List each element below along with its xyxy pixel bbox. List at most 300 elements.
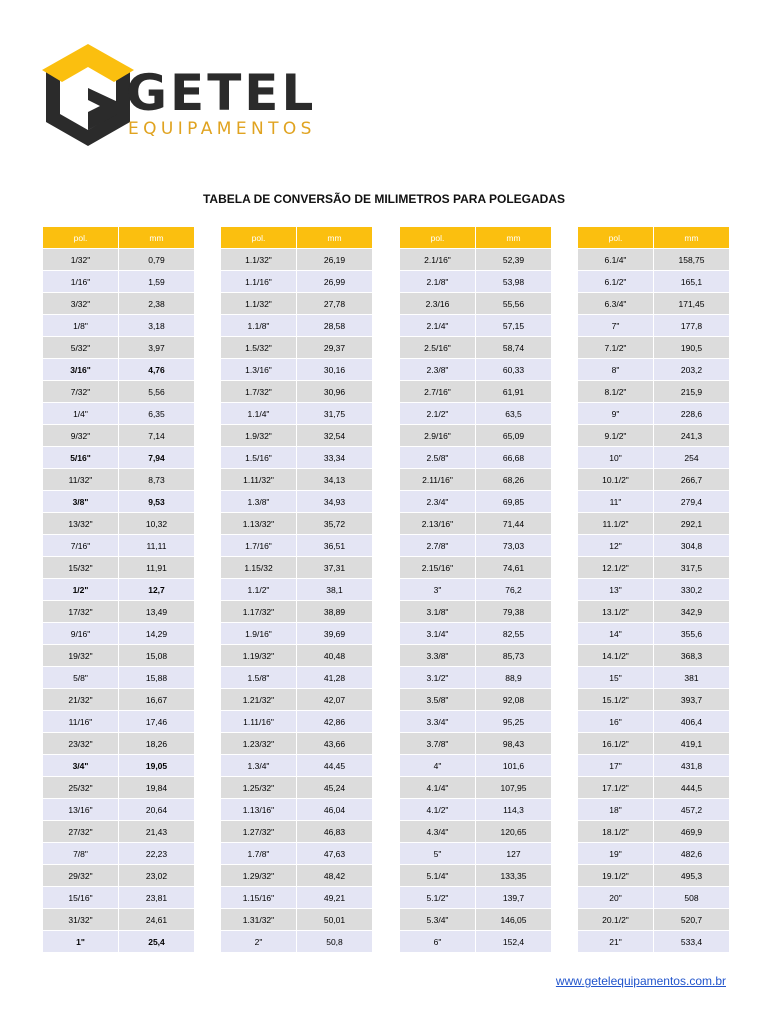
cell-pol: 6.1/4" (578, 249, 654, 271)
cell-mm: 34,93 (297, 491, 373, 513)
table-row (43, 645, 195, 667)
cell-pol: 3.7/8" (400, 733, 476, 755)
cell-pol: 1" (43, 931, 119, 953)
table-row (400, 799, 552, 821)
table-row (43, 337, 195, 359)
cell-mm: 76,2 (476, 579, 552, 601)
cell-mm: 95,25 (476, 711, 552, 733)
cell-mm: 152,4 (476, 931, 552, 953)
cell-pol: 2.7/16" (400, 381, 476, 403)
cell-pol: 1.15/32 (221, 557, 297, 579)
cell-pol: 7/16" (43, 535, 119, 557)
table-row (221, 931, 373, 953)
table-row (43, 799, 195, 821)
cell-mm: 215,9 (654, 381, 730, 403)
conversion-table-3 (399, 226, 552, 953)
cell-pol: 1.3/8" (221, 491, 297, 513)
cell-mm: 317,5 (654, 557, 730, 579)
header-mm: mm (654, 227, 730, 249)
cell-pol: 6.3/4" (578, 293, 654, 315)
table-row (578, 667, 730, 689)
cell-mm: 35,72 (297, 513, 373, 535)
cell-mm: 46,04 (297, 799, 373, 821)
cell-mm: 45,24 (297, 777, 373, 799)
table-row (578, 249, 730, 271)
cell-mm: 495,3 (654, 865, 730, 887)
cell-pol: 10.1/2" (578, 469, 654, 491)
cell-mm: 304,8 (654, 535, 730, 557)
table-row (400, 271, 552, 293)
cell-pol: 2.1/8" (400, 271, 476, 293)
table-row (221, 491, 373, 513)
cell-pol: 9" (578, 403, 654, 425)
cell-mm: 58,74 (476, 337, 552, 359)
table-row (221, 469, 373, 491)
cell-mm: 190,5 (654, 337, 730, 359)
cell-mm: 85,73 (476, 645, 552, 667)
cell-pol: 18.1/2" (578, 821, 654, 843)
table-row (221, 733, 373, 755)
table-row (221, 777, 373, 799)
cell-mm: 146,05 (476, 909, 552, 931)
cell-pol: 11/16" (43, 711, 119, 733)
cell-pol: 1/2" (43, 579, 119, 601)
table-row (221, 271, 373, 293)
table-row (221, 359, 373, 381)
table-row (43, 755, 195, 777)
table-row (43, 821, 195, 843)
cell-mm: 241,3 (654, 425, 730, 447)
cell-pol: 20.1/2" (578, 909, 654, 931)
getel-logo (42, 44, 382, 154)
cell-mm: 7,14 (119, 425, 195, 447)
cell-mm: 13,49 (119, 601, 195, 623)
brand-name: GETEL (126, 64, 317, 122)
cell-mm: 23,02 (119, 865, 195, 887)
table-row (400, 403, 552, 425)
table-row (43, 909, 195, 931)
header-mm: mm (119, 227, 195, 249)
cell-mm: 28,58 (297, 315, 373, 337)
cell-pol: 14.1/2" (578, 645, 654, 667)
cell-pol: 8" (578, 359, 654, 381)
table-row (43, 689, 195, 711)
cell-pol: 1.29/32" (221, 865, 297, 887)
table-row (221, 315, 373, 337)
cell-pol: 3.3/4" (400, 711, 476, 733)
hexagon-g-icon (42, 44, 134, 148)
cell-mm: 33,34 (297, 447, 373, 469)
cell-pol: 1.11/16" (221, 711, 297, 733)
cell-pol: 19.1/2" (578, 865, 654, 887)
cell-mm: 27,78 (297, 293, 373, 315)
table-row (578, 293, 730, 315)
table-row (400, 359, 552, 381)
cell-mm: 457,2 (654, 799, 730, 821)
table-row (221, 579, 373, 601)
cell-mm: 114,3 (476, 799, 552, 821)
table-row (578, 403, 730, 425)
table-row (578, 601, 730, 623)
cell-mm: 254 (654, 447, 730, 469)
cell-mm: 20,64 (119, 799, 195, 821)
cell-mm: 73,03 (476, 535, 552, 557)
cell-mm: 17,46 (119, 711, 195, 733)
table-row (578, 799, 730, 821)
cell-pol: 7.1/2" (578, 337, 654, 359)
table-row (221, 909, 373, 931)
cell-pol: 1.1/32" (221, 293, 297, 315)
cell-pol: 19/32" (43, 645, 119, 667)
table-row (43, 623, 195, 645)
table-row (400, 821, 552, 843)
cell-pol: 11.1/2" (578, 513, 654, 535)
cell-pol: 9/16" (43, 623, 119, 645)
cell-mm: 46,83 (297, 821, 373, 843)
cell-pol: 17.1/2" (578, 777, 654, 799)
cell-mm: 11,11 (119, 535, 195, 557)
table-row (578, 447, 730, 469)
cell-mm: 8,73 (119, 469, 195, 491)
cell-mm: 79,38 (476, 601, 552, 623)
cell-pol: 3.1/4" (400, 623, 476, 645)
table-row (400, 909, 552, 931)
table-row (578, 755, 730, 777)
cell-mm: 330,2 (654, 579, 730, 601)
cell-mm: 55,56 (476, 293, 552, 315)
cell-pol: 1/4" (43, 403, 119, 425)
table-row (43, 293, 195, 315)
cell-pol: 2.5/8" (400, 447, 476, 469)
cell-mm: 39,69 (297, 623, 373, 645)
cell-mm: 19,84 (119, 777, 195, 799)
cell-pol: 7" (578, 315, 654, 337)
cell-pol: 15/32" (43, 557, 119, 579)
cell-pol: 3/4" (43, 755, 119, 777)
table-row (221, 249, 373, 271)
cell-pol: 3.5/8" (400, 689, 476, 711)
cell-mm: 11,91 (119, 557, 195, 579)
table-row (400, 887, 552, 909)
cell-mm: 133,35 (476, 865, 552, 887)
table-row (43, 491, 195, 513)
table-row (221, 887, 373, 909)
cell-pol: 4.1/4" (400, 777, 476, 799)
cell-pol: 3.1/8" (400, 601, 476, 623)
cell-mm: 74,61 (476, 557, 552, 579)
cell-pol: 9/32" (43, 425, 119, 447)
table-row (43, 865, 195, 887)
cell-pol: 7/32" (43, 381, 119, 403)
cell-mm: 36,51 (297, 535, 373, 557)
cell-mm: 107,95 (476, 777, 552, 799)
cell-pol: 1.7/32" (221, 381, 297, 403)
cell-mm: 228,6 (654, 403, 730, 425)
cell-mm: 38,1 (297, 579, 373, 601)
cell-mm: 42,07 (297, 689, 373, 711)
cell-pol: 5" (400, 843, 476, 865)
cell-mm: 29,37 (297, 337, 373, 359)
cell-pol: 1.7/8" (221, 843, 297, 865)
table-row (400, 865, 552, 887)
cell-pol: 1.9/32" (221, 425, 297, 447)
table-row (221, 645, 373, 667)
table-row (43, 315, 195, 337)
table-row (578, 909, 730, 931)
cell-mm: 92,08 (476, 689, 552, 711)
table-row (43, 843, 195, 865)
table-row (221, 513, 373, 535)
cell-pol: 9.1/2" (578, 425, 654, 447)
table-row (221, 865, 373, 887)
table-row (221, 623, 373, 645)
table-row (578, 469, 730, 491)
table-row (400, 733, 552, 755)
cell-pol: 3.3/8" (400, 645, 476, 667)
table-row (400, 447, 552, 469)
brand-subtitle: EQUIPAMENTOS (128, 119, 316, 139)
cell-pol: 6.1/2" (578, 271, 654, 293)
table-row (221, 337, 373, 359)
cell-pol: 1.23/32" (221, 733, 297, 755)
table-row (221, 381, 373, 403)
table-row (578, 491, 730, 513)
cell-mm: 431,8 (654, 755, 730, 777)
cell-pol: 19" (578, 843, 654, 865)
cell-pol: 2.1/16" (400, 249, 476, 271)
cell-mm: 48,42 (297, 865, 373, 887)
cell-pol: 1/32" (43, 249, 119, 271)
cell-pol: 2.1/4" (400, 315, 476, 337)
cell-mm: 19,05 (119, 755, 195, 777)
header-pol: pol. (400, 227, 476, 249)
cell-pol: 2.13/16" (400, 513, 476, 535)
table-row (578, 821, 730, 843)
table-row (43, 601, 195, 623)
cell-pol: 6" (400, 931, 476, 953)
cell-pol: 4.3/4" (400, 821, 476, 843)
cell-mm: 393,7 (654, 689, 730, 711)
conversion-table-2 (220, 226, 373, 953)
table-row (400, 667, 552, 689)
cell-pol: 5.1/4" (400, 865, 476, 887)
table-row (578, 579, 730, 601)
cell-mm: 127 (476, 843, 552, 865)
table-row (221, 601, 373, 623)
cell-pol: 3/32" (43, 293, 119, 315)
table-row (43, 271, 195, 293)
table-row (578, 777, 730, 799)
cell-mm: 53,98 (476, 271, 552, 293)
cell-mm: 21,43 (119, 821, 195, 843)
website-link[interactable]: www.getelequipamentos.com.br (555, 974, 726, 988)
cell-mm: 37,31 (297, 557, 373, 579)
cell-pol: 13/16" (43, 799, 119, 821)
cell-mm: 266,7 (654, 469, 730, 491)
table-row (43, 249, 195, 271)
cell-pol: 23/32" (43, 733, 119, 755)
cell-mm: 406,4 (654, 711, 730, 733)
cell-pol: 29/32" (43, 865, 119, 887)
table-row (578, 271, 730, 293)
cell-mm: 342,9 (654, 601, 730, 623)
header-mm: mm (297, 227, 373, 249)
cell-mm: 444,5 (654, 777, 730, 799)
cell-pol: 5/8" (43, 667, 119, 689)
cell-mm: 30,96 (297, 381, 373, 403)
cell-pol: 16.1/2" (578, 733, 654, 755)
table-row (221, 557, 373, 579)
cell-mm: 165,1 (654, 271, 730, 293)
table-row (578, 865, 730, 887)
table-row (43, 447, 195, 469)
table-row (400, 711, 552, 733)
cell-pol: 20" (578, 887, 654, 909)
cell-mm: 68,26 (476, 469, 552, 491)
cell-pol: 1.13/32" (221, 513, 297, 535)
cell-mm: 12,7 (119, 579, 195, 601)
cell-mm: 32,54 (297, 425, 373, 447)
cell-pol: 1.1/16" (221, 271, 297, 293)
table-row (221, 293, 373, 315)
table-row (400, 315, 552, 337)
cell-mm: 50,01 (297, 909, 373, 931)
cell-mm: 381 (654, 667, 730, 689)
table-row (400, 931, 552, 953)
cell-pol: 2.3/8" (400, 359, 476, 381)
cell-pol: 2.11/16" (400, 469, 476, 491)
cell-pol: 1.13/16" (221, 799, 297, 821)
table-row (43, 425, 195, 447)
cell-pol: 8.1/2" (578, 381, 654, 403)
cell-mm: 34,13 (297, 469, 373, 491)
cell-mm: 177,8 (654, 315, 730, 337)
cell-pol: 10" (578, 447, 654, 469)
table-row (578, 425, 730, 447)
cell-mm: 60,33 (476, 359, 552, 381)
cell-pol: 2.3/4" (400, 491, 476, 513)
cell-pol: 1/16" (43, 271, 119, 293)
cell-mm: 3,97 (119, 337, 195, 359)
cell-pol: 1.1/2" (221, 579, 297, 601)
table-row (400, 337, 552, 359)
table-row (400, 557, 552, 579)
table-row (221, 403, 373, 425)
cell-mm: 57,15 (476, 315, 552, 337)
cell-mm: 88,9 (476, 667, 552, 689)
cell-mm: 71,44 (476, 513, 552, 535)
table-row (43, 535, 195, 557)
cell-pol: 17/32" (43, 601, 119, 623)
table-row (221, 689, 373, 711)
cell-mm: 5,56 (119, 381, 195, 403)
cell-pol: 13/32" (43, 513, 119, 535)
cell-pol: 15.1/2" (578, 689, 654, 711)
cell-pol: 11" (578, 491, 654, 513)
cell-pol: 15" (578, 667, 654, 689)
table-row (400, 513, 552, 535)
cell-mm: 24,61 (119, 909, 195, 931)
cell-mm: 508 (654, 887, 730, 909)
cell-mm: 6,35 (119, 403, 195, 425)
cell-mm: 69,85 (476, 491, 552, 513)
table-row (221, 799, 373, 821)
cell-pol: 1.5/32" (221, 337, 297, 359)
table-row (578, 513, 730, 535)
cell-pol: 5.1/2" (400, 887, 476, 909)
cell-mm: 3,18 (119, 315, 195, 337)
table-row (43, 513, 195, 535)
table-row (578, 623, 730, 645)
cell-pol: 1.1/32" (221, 249, 297, 271)
cell-pol: 3.1/2" (400, 667, 476, 689)
cell-pol: 2.1/2" (400, 403, 476, 425)
cell-pol: 5/16" (43, 447, 119, 469)
table-row (578, 931, 730, 953)
cell-pol: 5/32" (43, 337, 119, 359)
cell-mm: 15,08 (119, 645, 195, 667)
cell-pol: 4" (400, 755, 476, 777)
cell-mm: 25,4 (119, 931, 195, 953)
cell-mm: 47,63 (297, 843, 373, 865)
table-row (43, 777, 195, 799)
table-row (400, 249, 552, 271)
table-row (400, 601, 552, 623)
cell-pol: 18" (578, 799, 654, 821)
cell-pol: 21" (578, 931, 654, 953)
table-row (400, 843, 552, 865)
table-row (578, 843, 730, 865)
cell-mm: 15,88 (119, 667, 195, 689)
cell-mm: 158,75 (654, 249, 730, 271)
cell-pol: 27/32" (43, 821, 119, 843)
table-row (43, 469, 195, 491)
table-row (400, 645, 552, 667)
cell-pol: 2" (221, 931, 297, 953)
cell-pol: 1.7/16" (221, 535, 297, 557)
cell-mm: 355,6 (654, 623, 730, 645)
table-row (400, 755, 552, 777)
cell-mm: 101,6 (476, 755, 552, 777)
table-row (221, 755, 373, 777)
cell-pol: 13.1/2" (578, 601, 654, 623)
table-row (221, 447, 373, 469)
cell-mm: 23,81 (119, 887, 195, 909)
cell-mm: 65,09 (476, 425, 552, 447)
cell-mm: 16,67 (119, 689, 195, 711)
cell-pol: 3/16" (43, 359, 119, 381)
cell-mm: 41,28 (297, 667, 373, 689)
header-pol: pol. (221, 227, 297, 249)
cell-mm: 292,1 (654, 513, 730, 535)
table-row (578, 535, 730, 557)
header-mm: mm (476, 227, 552, 249)
table-row (43, 403, 195, 425)
cell-pol: 1.9/16" (221, 623, 297, 645)
cell-mm: 63,5 (476, 403, 552, 425)
table-row (43, 711, 195, 733)
cell-pol: 3" (400, 579, 476, 601)
table-row (400, 381, 552, 403)
cell-pol: 2.9/16" (400, 425, 476, 447)
table-row (221, 711, 373, 733)
cell-pol: 25/32" (43, 777, 119, 799)
table-row (221, 821, 373, 843)
cell-mm: 203,2 (654, 359, 730, 381)
table-row (400, 491, 552, 513)
cell-pol: 1.1/8" (221, 315, 297, 337)
cell-mm: 279,4 (654, 491, 730, 513)
